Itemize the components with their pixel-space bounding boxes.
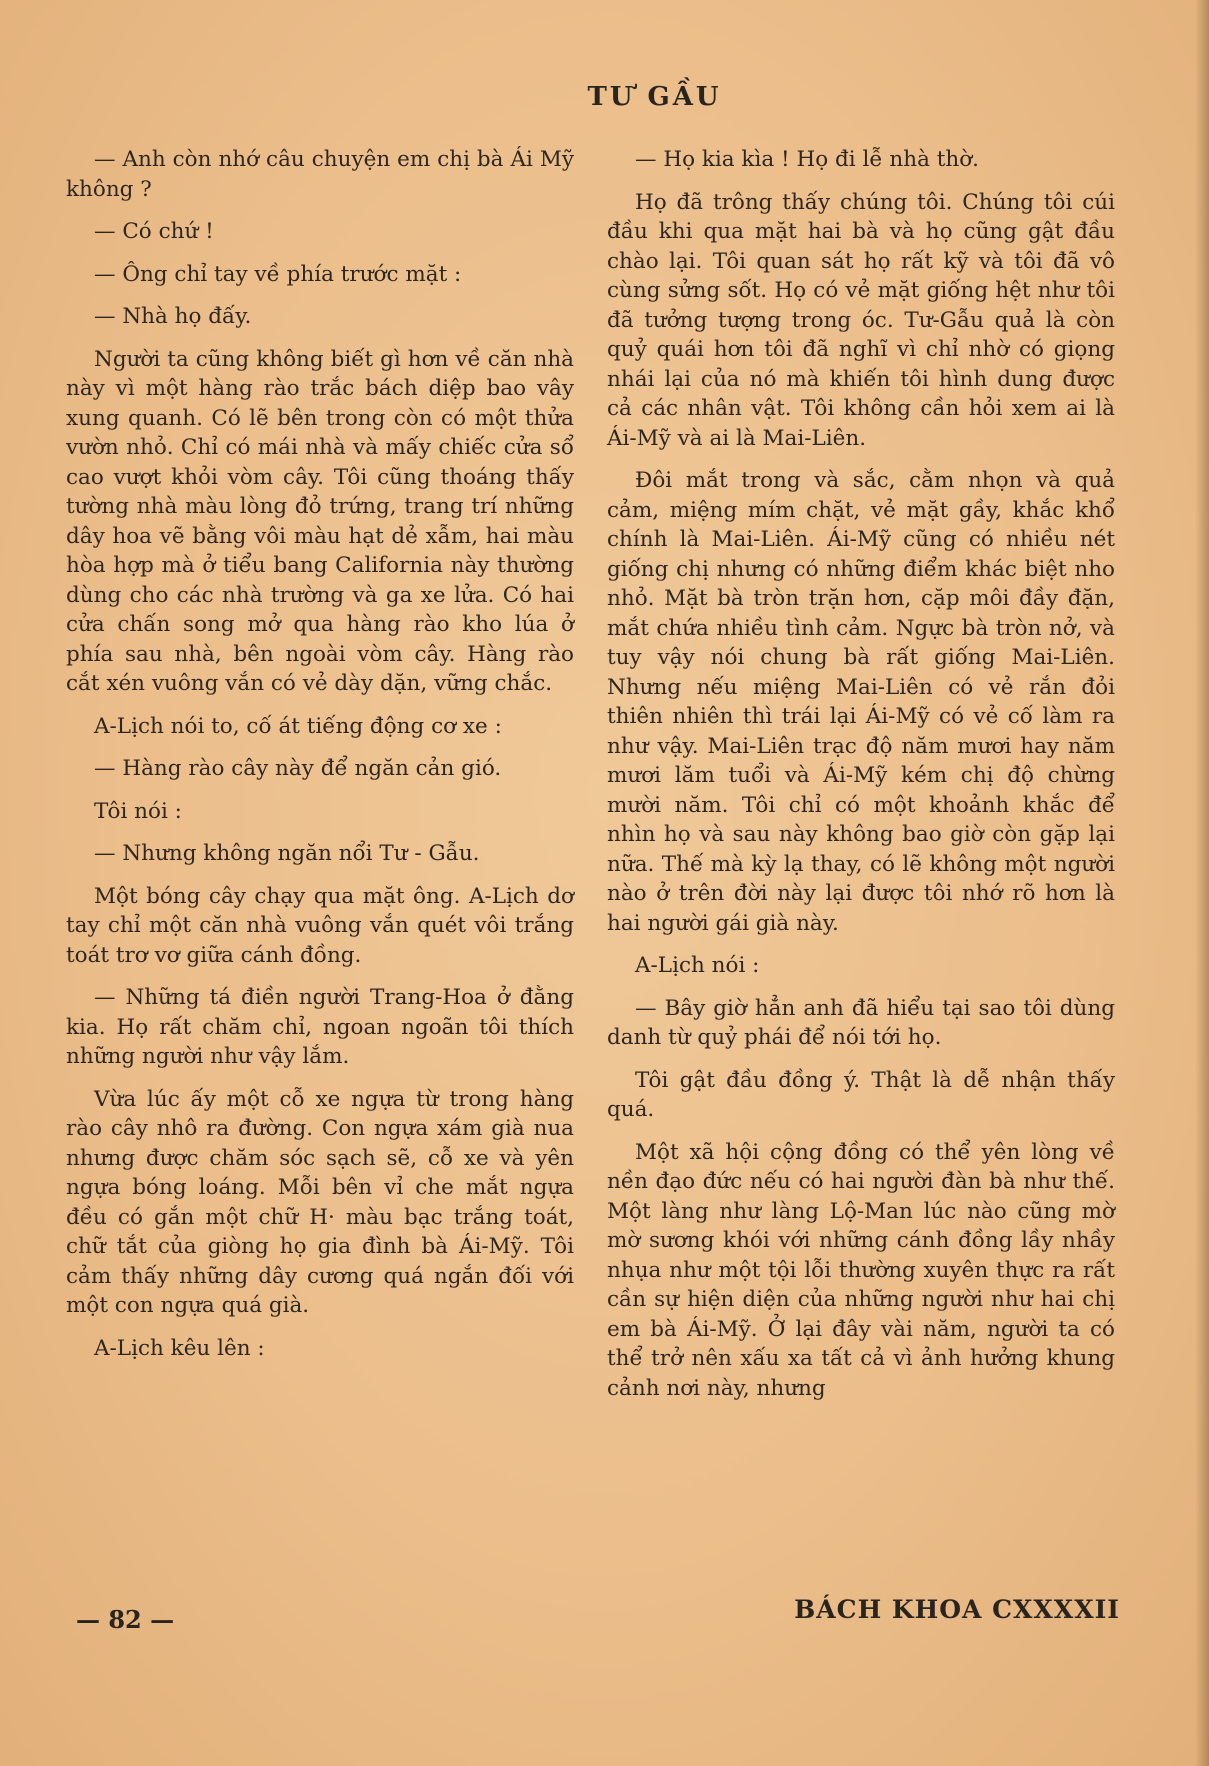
paragraph: — Bây giờ hẳn anh đã hiểu tại sao tôi dùng danh từ quỷ phái để nói tới họ.: [607, 995, 1115, 1050]
paragraph: Một xã hội cộng đồng có thể yên lòng về nền đạo đức nếu có hai người đàn bà như thế. Một làng như làng Lộ-Man lúc nào cũng mờ mờ sương khói với những cánh đồng lầy nhầy nhụa như một tội lỗi thường xuyên thực ra rất cần sự hiện diện của những người như hai chị em bà Ái-Mỹ. Ở lại đây vài năm, người ta có thể trở nên xấu xa tất cả vì ảnh hưởng khung cảnh nơi này, nhưng: [607, 1139, 1115, 1401]
page-number: — 82 —: [76, 1605, 175, 1634]
paragraph: A-Lịch kêu lên :: [94, 1335, 265, 1361]
paragraph: — Những tá điền người Trang-Hoa ở đằng kia. Họ rất chăm chỉ, ngoan ngoãn tôi thích những người như vậy lắm.: [66, 985, 574, 1069]
paragraph: — Có chứ !: [94, 219, 214, 244]
paragraph: A-Lịch nói :: [635, 953, 760, 978]
paragraph: — Anh còn nhớ câu chuyện em chị bà Ái Mỹ không ?: [66, 147, 574, 202]
paragraph: A-Lịch nói to, cố át tiếng động cơ xe :: [94, 713, 502, 739]
paragraph: Vừa lúc ấy một cỗ xe ngựa từ trong hàng rào cây nhô ra đường. Con ngựa xám già nua nhưng được chăm sóc sạch sẽ, cỗ xe và yên ngựa bóng loáng. Mỗi bên vỉ che mắt ngựa đều có gắn một chữ H· màu bạc trắng toát, chữ tắt của giòng họ gia đình bà Ái-Mỹ. Tôi cảm thấy những dây cương quá ngắn đối với một con ngựa quá già.: [66, 1086, 574, 1318]
paragraph: Tôi nói :: [94, 798, 182, 824]
running-title: TƯ GẦU: [587, 82, 722, 112]
paragraph: Tôi gật đầu đồng ý. Thật là dễ nhận thấy quá.: [607, 1067, 1115, 1122]
paragraph: Một bóng cây chạy qua mặt ông. A-Lịch dơ tay chỉ một căn nhà vuông vắn quét vôi trắng toát trơ vơ giữa cánh đồng.: [66, 883, 574, 968]
page-edge-shadow: [1195, 0, 1209, 1766]
paragraph: — Nhưng không ngăn nổi Tư - Gẫu.: [94, 841, 480, 866]
paragraph: Đôi mắt trong và sắc, cằm nhọn và quả cảm, miệng mím chặt, vẻ mặt gầy, khắc khổ chính là Mai-Liên. Ái-Mỹ cũng có nhiều nét giống chị nhưng có những điểm khác biệt nho nhỏ. Mặt bà tròn trặn hơn, cặp môi đầy đặn, mắt chứa nhiều tình cảm. Ngực bà tròn nở, và tuy vậy nói chung bà rất giống Mai-Liên. Nhưng nếu miệng Mai-Liên có vẻ rắn đỏi thiên nhiên thì trái lại Ái-Mỹ có vẻ cố làm ra như vậy. Mai-Liên trạc độ năm mươi hay năm mươi lăm tuổi và Ái-Mỹ kém chị độ chừng mười năm. Tôi chỉ có một khoảnh khắc để nhìn họ và sau này không bao giờ còn gặp lại nữa. Thế mà kỳ lạ thay, có lẽ không một người nào ở trên đời này lại được tôi nhớ rõ hơn là hai người gái già này.: [607, 468, 1115, 936]
paragraph: — Họ kia kìa ! Họ đi lễ nhà thờ.: [635, 147, 979, 172]
left-column: [66, 145, 574, 1376]
paragraph: Người ta cũng không biết gì hơn về căn nhà này vì một hàng rào trắc bách diệp bao vây xung quanh. Có lẽ bên trong còn có một thửa vườn nhỏ. Chỉ có mái nhà và mấy chiếc cửa sổ cao vượt khỏi vòm cây. Tôi cũng thoáng thấy tường nhà màu lòng đỏ trứng, trang trí những dây hoa vẽ bằng vôi màu hạt dẻ xẫm, hai màu hòa hợp mà ở tiểu bang California này thường dùng cho các nhà trường và ga xe lửa. Có hai cửa chấn song mở qua hàng rào kho lúa ở phía sau nhà, bên ngoài vòm cây. Hàng rào cắt xén vuông vắn có vẻ dày dặn, vững chắc.: [66, 346, 574, 696]
page-header: [0, 82, 1209, 112]
paragraph: — Nhà họ đấy.: [94, 304, 252, 329]
magazine-issue: BÁCH KHOA CXXXXII: [794, 1595, 1120, 1624]
paragraph: — Ông chỉ tay về phía trước mặt :: [94, 261, 462, 287]
paragraph: Họ đã trông thấy chúng tôi. Chúng tôi cúi đầu khi qua mặt hai bà và họ cũng gật đầu chào lại. Tôi quan sát họ rất kỹ và tôi đã vô cùng sửng sốt. Họ có vẻ mặt giống hệt như tôi đã tưởng tượng trong óc. Tư-Gẫu quả là còn quỷ quái hơn tôi đã nghĩ vì chỉ nhờ có giọng nhái lại của nó mà khiến tôi hình dung được cả các nhân vật. Tôi không cần hỏi xem ai là Ái-Mỹ và ai là Mai-Liên.: [607, 189, 1115, 451]
paragraph: — Hàng rào cây này để ngăn cản gió.: [94, 756, 502, 781]
right-column: [607, 145, 1115, 1416]
